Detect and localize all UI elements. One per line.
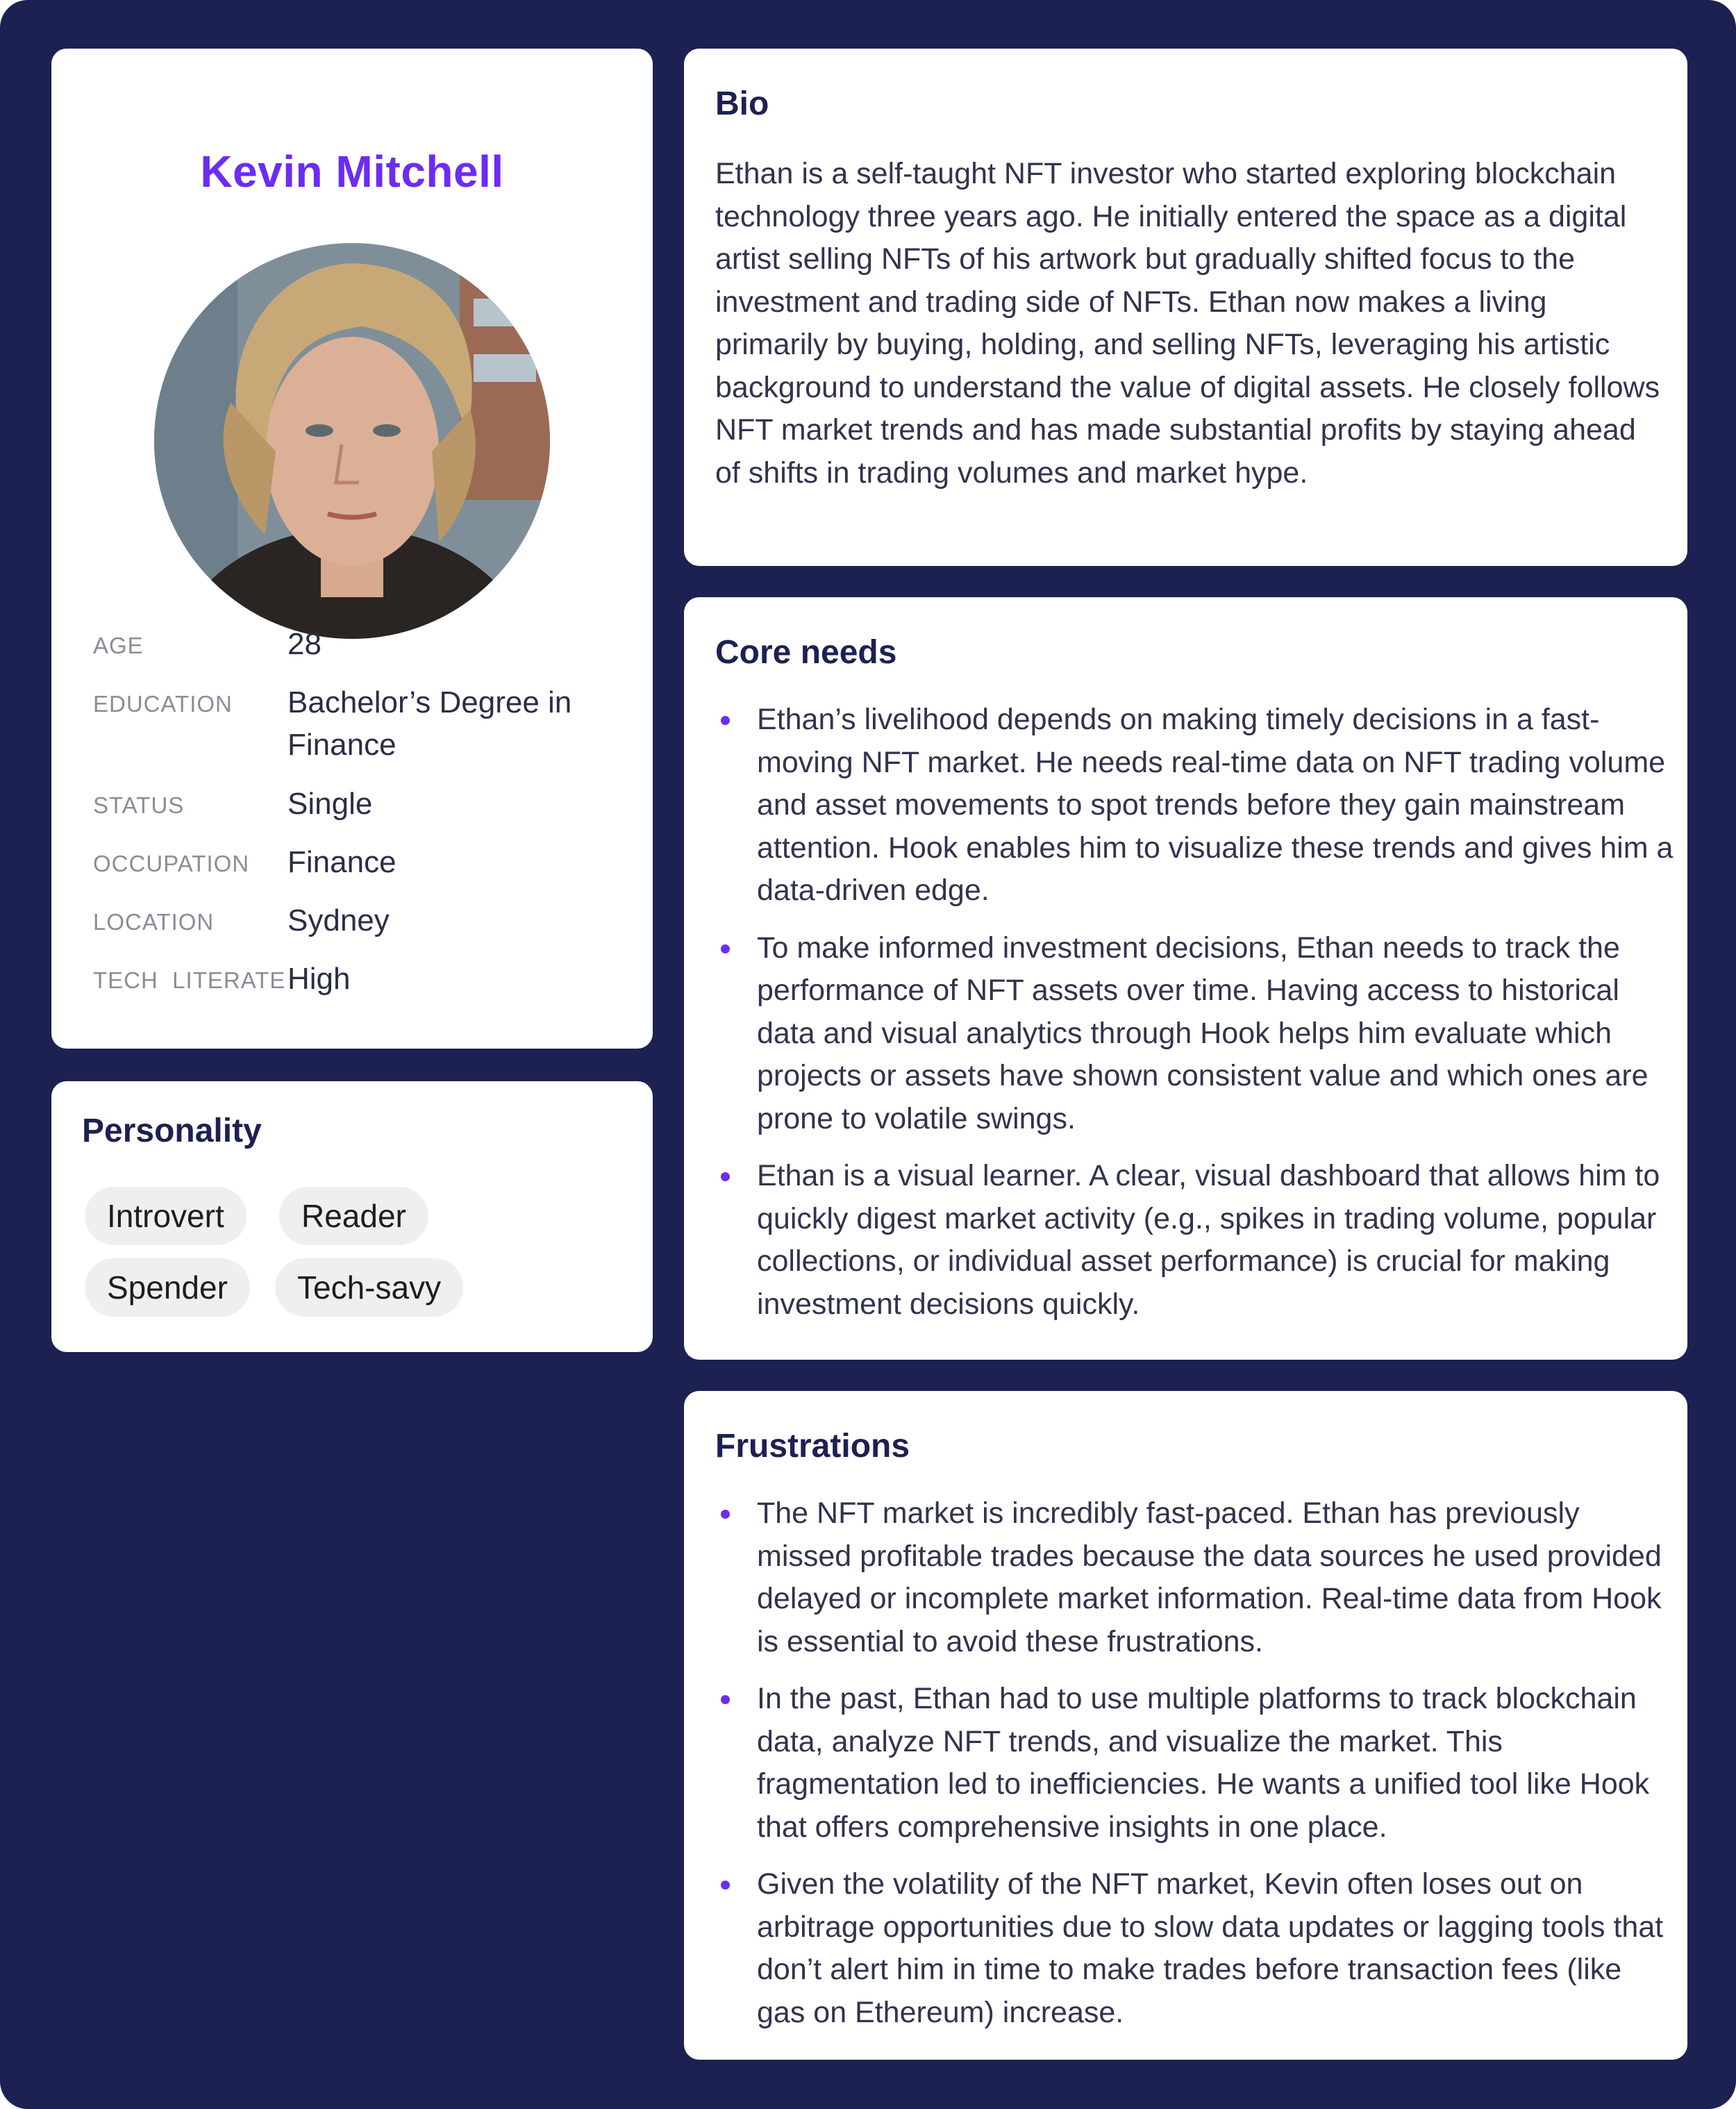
core-needs-title: Core needs xyxy=(715,634,897,671)
frustration-text: In the past, Ethan had to use multiple platforms to track blockchain data, analyze NFT trends, and visualize the market. This fragmentation led to inefficiencies. He wants a unified tool like Hook that offers comprehensive insights in one place. xyxy=(757,1682,1650,1844)
bio-text: Ethan is a self-taught NFT investor who started exploring blockchain technology three years ago. He initially entered the space as a digital artist selling NFTs of his artwork but gradually shifted focus to the investment and trading side of NFTs. Ethan now makes a living primarily by buying, holding, and selling NFTs, leveraging his artistic background to understand the value of digital assets. He closely follows NFT market trends and has made substantial profits by staying ahead of shifts in trading volumes and market hype. xyxy=(715,157,1660,490)
bullet-dot-icon xyxy=(721,1881,730,1890)
profile-card xyxy=(51,49,653,1049)
core-need-text: Ethan is a visual learner. A clear, visual dashboard that allows him to quickly digest market activity (e.g., spikes in trading volume, popular collections, or individual asset performance) is crucial for making investment decisions quickly. xyxy=(757,1159,1660,1321)
core-needs-card xyxy=(684,597,1687,1360)
age-label: AGE xyxy=(93,633,144,658)
persona-name: Kevin Mitchell xyxy=(200,147,504,197)
personality-tag: Tech-savy xyxy=(275,1258,463,1317)
avatar xyxy=(154,243,550,639)
list-item xyxy=(715,1492,1677,1663)
personality-card xyxy=(51,1081,653,1352)
list-item xyxy=(715,927,1677,1141)
location-value: Sydney xyxy=(287,903,390,937)
personality-title: Personality xyxy=(82,1112,262,1149)
age-value: 28 xyxy=(287,627,322,661)
occupation-label: OCCUPATION xyxy=(93,851,250,876)
list-item xyxy=(715,699,1677,912)
list-item xyxy=(715,1863,1677,2034)
bio-title: Bio xyxy=(715,85,769,122)
core-need-text: To make informed investment decisions, Ethan needs to track the performance of NFT assets over time. Having access to historical data and visual analytics through Hook helps him evaluate which projects or assets have shown consistent value and which ones are prone to volatile swings. xyxy=(757,931,1649,1135)
frustration-text: Given the volatility of the NFT market, Kevin often loses out on arbitrage opportunities due to slow data updates or lagging tools that don’t alert him in time to make trades before transaction fees (like gas on Ethereum) increase. xyxy=(757,1867,1664,2029)
bullet-dot-icon xyxy=(721,716,730,725)
avatar-photo xyxy=(154,243,550,639)
bullet-dot-icon xyxy=(721,1510,730,1519)
personality-tag: Spender xyxy=(85,1258,250,1317)
occupation-value: Finance xyxy=(287,845,397,879)
frustration-text: The NFT market is incredibly fast-paced. Ethan has previously missed profitable trades because the data sources he used provided delayed or incomplete market information. Real-time data from Hook is essential to avoid these frustrations. xyxy=(757,1497,1662,1658)
status-value: Single xyxy=(287,787,373,821)
frustrations-card xyxy=(684,1391,1687,2060)
bullet-dot-icon xyxy=(721,1695,730,1704)
education-value: Bachelor’s Degree in Finance xyxy=(287,685,572,762)
tech-literate-value: High xyxy=(287,962,351,996)
tech-literate-label: TECH LITERATE xyxy=(93,967,286,993)
education-label: EDUCATION xyxy=(93,691,233,717)
frustrations-title: Frustrations xyxy=(715,1428,910,1465)
frustrations-list xyxy=(715,1492,1677,2049)
list-item xyxy=(715,1155,1677,1326)
list-item xyxy=(715,1678,1677,1849)
bullet-dot-icon xyxy=(721,944,730,953)
bullet-dot-icon xyxy=(721,1172,730,1181)
location-label: LOCATION xyxy=(93,909,215,935)
status-label: STATUS xyxy=(93,792,185,818)
bio-card xyxy=(684,49,1687,566)
core-needs-list xyxy=(715,699,1677,1340)
core-need-text: Ethan’s livelihood depends on making timely decisions in a fast-moving NFT market. He needs real-time data on NFT trading volume and asset movements to spot trends before they gain mainstream attention. Hook enables him to visualize these trends and gives him a data-driven edge. xyxy=(757,703,1674,907)
personality-tag: Introvert xyxy=(85,1187,247,1245)
personality-tag: Reader xyxy=(279,1187,428,1245)
